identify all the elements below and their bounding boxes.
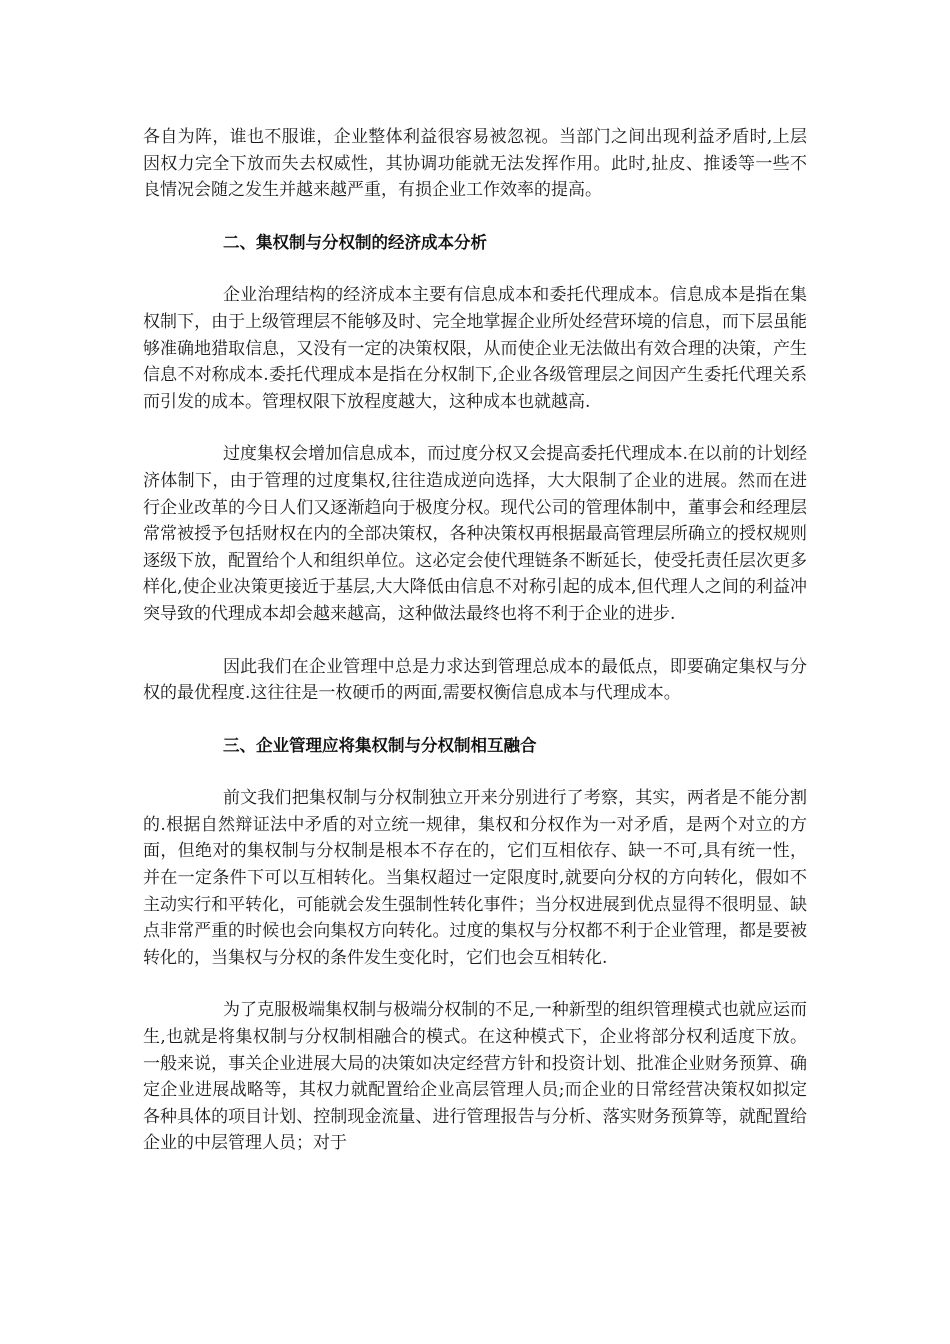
paragraph-optimal-degree: 因此我们在企业管理中总是力求达到管理总成本的最低点，即要确定集权与分权的最优程度.这往往是一枚硬币的两面,需要权衡信息成本与代理成本。 <box>143 656 807 704</box>
paragraph-over-centralization: 过度集权会增加信息成本，而过度分权又会提高委托代理成本.在以前的计划经济体制下，由于管理的过度集权,往往造成逆向选择，大大限制了企业的进展。然而在进行企业改革的今日人们又逐渐趋向于极度分权。现代公司的管理体制中，董事会和经理层常常被授予包括财权在内的全部决策权，各种决策权再根据最高管理层所确立的授权规则逐级下放，配置给个人和组织单位。这必定会使代理链条不断延长，使受托责任层次更多样化,使企业决策更接近于基层,大大降低由信息不对称引起的成本,但代理人之间的利益冲突导致的代理成本却会越来越高，这种做法最终也将不利于企业的进步. <box>143 444 807 624</box>
paragraph-dialectic: 前文我们把集权制与分权制独立开来分别进行了考察，其实，两者是不能分割的.根据自然辩证法中矛盾的对立统一规律，集权和分权作为一对矛盾，是两个对立的方面，但绝对的集权制与分权制是根本不存在的，它们互相依存、缺一不可,具有统一性，并在一定条件下可以互相转化。当集权超过一定限度时,就要向分权的方向转化，假如不主动实行和平转化，可能就会发生强制性转化事件；当分权进展到优点显得不很明显、缺点非常严重的时候也会向集权方向转化。过度的集权与分权都不利于企业管理，都是要被转化的，当集权与分权的条件发生变化时，它们也会互相转化. <box>143 788 807 968</box>
document-body <box>143 124 807 1157</box>
section-heading-2: 二、集权制与分权制的经济成本分析 <box>223 232 487 252</box>
paragraph-continued: 各自为阵，谁也不服谁，企业整体利益很容易被忽视。当部门之间出现利益矛盾时,上层因权力完全下放而失去权威性，其协调功能就无法发挥作用。此时,扯皮、推诿等一些不良情况会随之发生并越来越严重，有损企业工作效率的提高。 <box>143 127 807 201</box>
paragraph-cost-definition: 企业治理结构的经济成本主要有信息成本和委托代理成本。信息成本是指在集权制下，由于上级管理层不能够及时、完全地掌握企业所处经营环境的信息，而下层虽能够准确地猎取信息，又没有一定的决策权限，从而使企业无法做出有效合理的决策，产生信息不对称成本.委托代理成本是指在分权制下,企业各级管理层之间因产生委托代理关系而引发的成本。管理权限下放程度越大，这种成本也就越高. <box>143 285 807 412</box>
section-heading-3: 三、企业管理应将集权制与分权制相互融合 <box>223 735 537 755</box>
paragraph-fusion-model: 为了克服极端集权制与极端分权制的不足,一种新型的组织管理模式也就应运而生,也就是将集权制与分权制相融合的模式。在这种模式下，企业将部分权利适度下放。一般来说，事关企业进展大局的决策如决定经营方针和投资计划、批准企业财务预算、确定企业进展战略等，其权力就配置给企业高层管理人员;而企业的日常经营决策权如拟定各种具体的项目计划、控制现金流量、进行管理报告与分析、落实财务预算等，就配置给企业的中层管理人员；对于 <box>143 1000 807 1154</box>
